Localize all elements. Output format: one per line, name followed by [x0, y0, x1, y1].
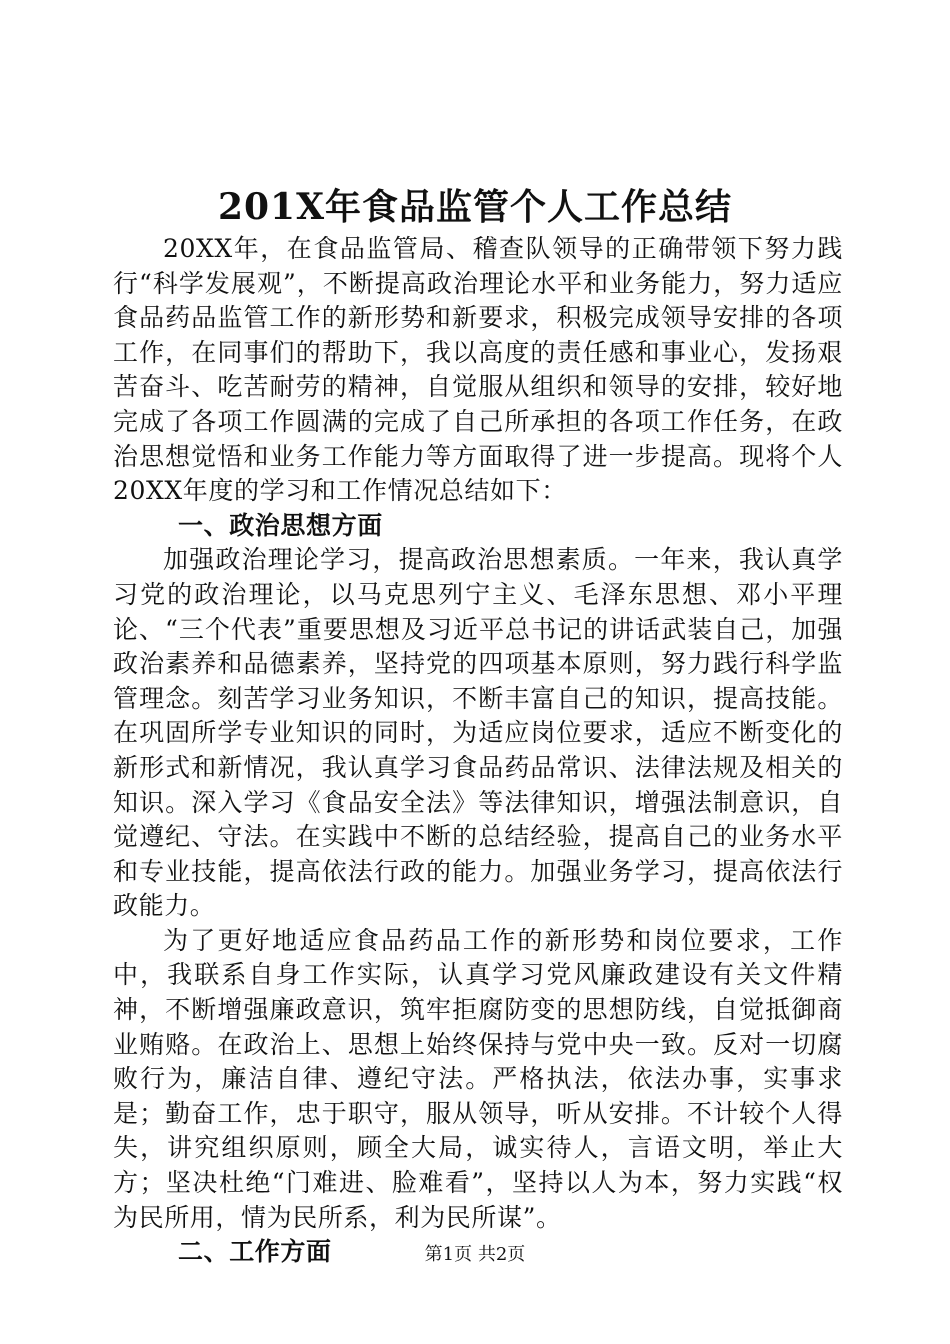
document-title: 201X年食品监管个人工作总结 [217, 186, 733, 228]
page-number: 第1页 共2页 [424, 1244, 526, 1265]
political-paragraph-2: 为了更好地适应食品药品工作的新形势和岗位要求，工作中，我联系自身工作实际，认真学习党风廉政建设有关文件精神，不断增强廉政意识，筑牢拒腐防变的思想防线，自觉抵御商业贿赂。在政治上、思想上始终保持与党中央一致。反对一切腐败行为，廉洁自律、遵纪守法。严格执法，依法办事，实事求是；勤奋工作，忠于职守，服从领导，听从安排。不计较个人得失，讲究组织原则，顾全大局，诚实待人，言语文明，举止大方；坚决杜绝“门难进、脸难看”，坚持以人为本，努力实践“权为民所用，情为民所系，利为民所谋”。 [113, 925, 843, 1232]
political-paragraph-1: 加强政治理论学习，提高政治思想素质。一年来，我认真学习党的政治理论，以马克思列宁主义、毛泽东思想、邓小平理论、“三个代表”重要思想及习近平总书记的讲话武装自己，加强政治素养和品德素养，坚持党的四项基本原则，努力践行科学监管理念。刻苦学习业务知识，不断丰富自己的知识，提高技能。在巩固所学专业知识的同时，为适应岗位要求，适应不断变化的新形式和新情况，我认真学习食品药品常识、法律法规及相关的知识。深入学习《食品安全法》等法律知识，增强法制意识，自觉遵纪、守法。在实践中不断的总结经验，提高自己的业务水平和专业技能，提高依法行政的能力。加强业务学习，提高依法行政能力。 [113, 545, 843, 921]
intro-paragraph: 20XX年，在食品监管局、稽查队领导的正确带领下努力践行“科学发展观”，不断提高政治理论水平和业务能力，努力适应食品药品监管工作的新形势和新要求，积极完成领导安排的各项工作，在同事们的帮助下，我以高度的责任感和事业心，发扬艰苦奋斗、吃苦耐劳的精神，自觉服从组织和领导的安排，较好地完成了各项工作圆满的完成了自己所承担的各项工作任务，在政治思想觉悟和业务工作能力等方面取得了进一步提高。现将个人20XX年度的学习和工作情况总结如下： [113, 234, 843, 506]
document-body [113, 232, 843, 1270]
section-heading-political: 一、政治思想方面 [178, 510, 383, 540]
section-heading-work: 二、工作方面 [178, 1237, 332, 1267]
